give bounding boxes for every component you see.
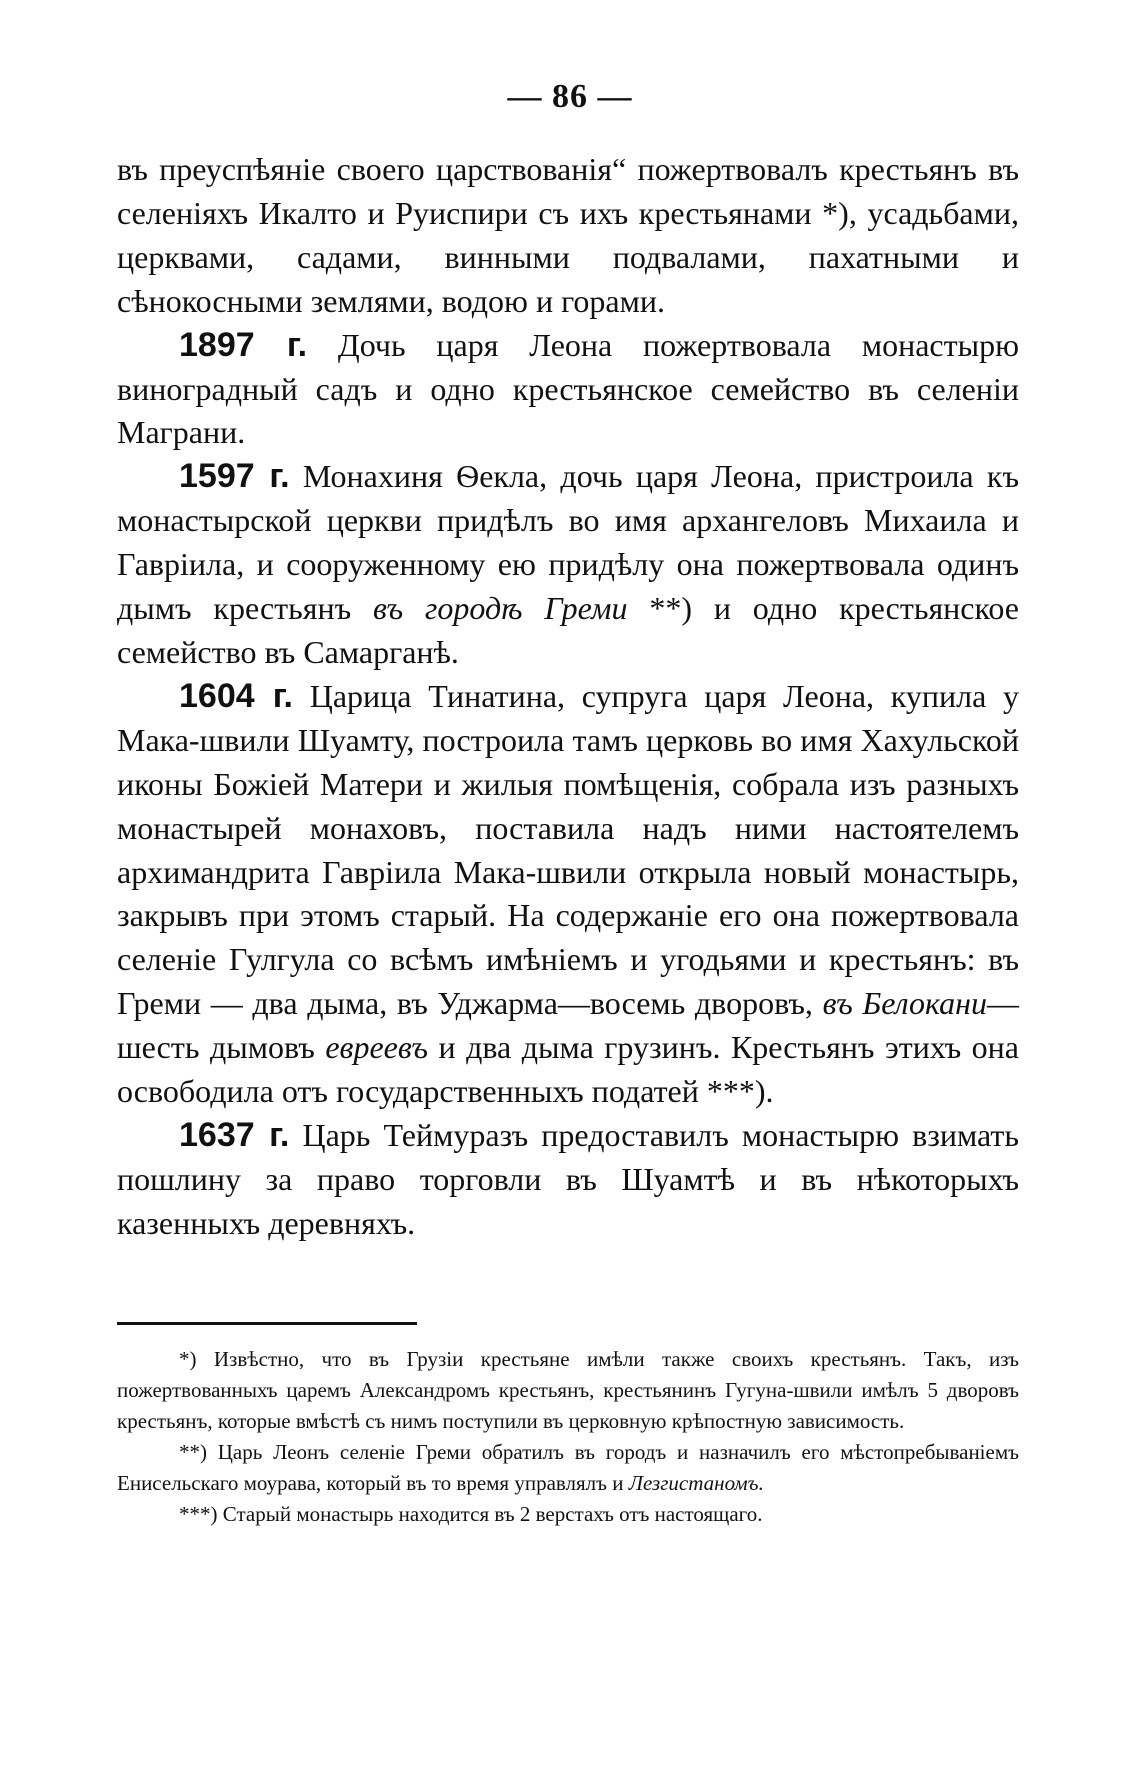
paragraph-text: Царица Тинатина, супруга царя Леона, купила у Мака-швили Шуамту, построила тамъ церковь во имя Хахульской иконы Божіей Матери и жилыя помѣщенія, собрала изъ разныхъ монастырей монаховъ, поставила надъ ними настоятелемъ архимандрита Гавріила Мака-швили открыла новый монастырь, закрывъ при этомъ старый. На содержаніе его она пожертвовала селеніе Гулгула со всѣмъ имѣніемъ и угодьями и крестьянъ: въ Греми — два дыма, въ Уджарма—восемь дворовъ, [117, 677, 1020, 1022]
paragraph-text: и два дыма грузинъ. Крестьянъ этихъ она освободила отъ государственныхъ податей ***). [117, 1029, 1019, 1110]
footnote-text: **) Царь Леонъ селеніе Греми обратилъ въ городъ и назначилъ его мѣстопребываніемъ Енисельскаго моурава, который въ то время управлялъ и [117, 1440, 1019, 1495]
paragraph-1897 [117, 324, 1019, 456]
italic-text: Лезгистаномъ. [628, 1471, 764, 1495]
footnote-text: *) Извѣстно, что въ Грузіи крестьяне имѣли также своихъ крестьянъ. Такъ, изъ пожертвованныхъ царемъ Александромъ крестьянъ, крестьянинъ Гугуна-швили имѣлъ 5 дворовъ крестьянъ, которые вмѣстѣ съ нимъ поступили въ церковную крѣпостную зависимость. [117, 1347, 1019, 1433]
footnotes [117, 1344, 1019, 1530]
paragraph-text: Монахиня Ѳекла, дочь царя Леона, пристроила къ монастырской церкви придѣлъ во имя архангеловъ Михаила и Гавріила, и сооруженному ею придѣлу она пожертвовала одинъ дымъ крестьянъ [117, 458, 1019, 627]
paragraph-text: Царь Теймуразъ предоставилъ монастырю взимать пошлину за право торговли въ Шуамтѣ и въ нѣкоторыхъ казенныхъ деревняхъ. [117, 1116, 1019, 1241]
italic-text: евреевъ [325, 1029, 428, 1066]
footnote-1 [117, 1344, 1019, 1437]
page-number: — 86 — [507, 78, 633, 115]
main-text [117, 148, 1019, 1246]
footnote-text: ***) Старый монастырь находится въ 2 верстахъ отъ настоящаго. [179, 1502, 763, 1526]
paragraph-text: **) и одно крестьянское семейство въ Самарганѣ. [117, 590, 1020, 670]
footnote-2 [117, 1437, 1019, 1499]
year-heading: 1597 г. [179, 457, 290, 496]
footnote-divider [117, 1322, 417, 1325]
paragraph-text: Дочь царя Леона пожертвовала монастырю виноградный садъ и одно крестьянское семейство въ селеніи Маграни. [117, 326, 1020, 451]
paragraph-1604 [117, 675, 1019, 1114]
italic-text: въ Белокани [822, 985, 988, 1022]
paragraph-1597 [117, 455, 1019, 675]
year-heading: 1897 г. [179, 325, 308, 364]
paragraph-text: въ преуспѣяніе своего царствованія“ пожертвовалъ крестьянъ въ селеніяхъ Икалто и Руиспири съ ихъ крестьянами *), усадьбами, церквами, садами, винными подвалами, пахатными и сѣнокосными землями, водою и горами. [117, 151, 1019, 319]
footnote-3 [117, 1499, 1019, 1530]
year-heading: 1604 г. [179, 676, 294, 715]
paragraph-continuation [117, 148, 1019, 324]
paragraph-1637 [117, 1114, 1019, 1246]
year-heading: 1637 г. [179, 1115, 290, 1154]
italic-text: въ городѣ Греми [372, 590, 628, 627]
paragraph-text: —шесть дымовъ [117, 985, 1020, 1066]
